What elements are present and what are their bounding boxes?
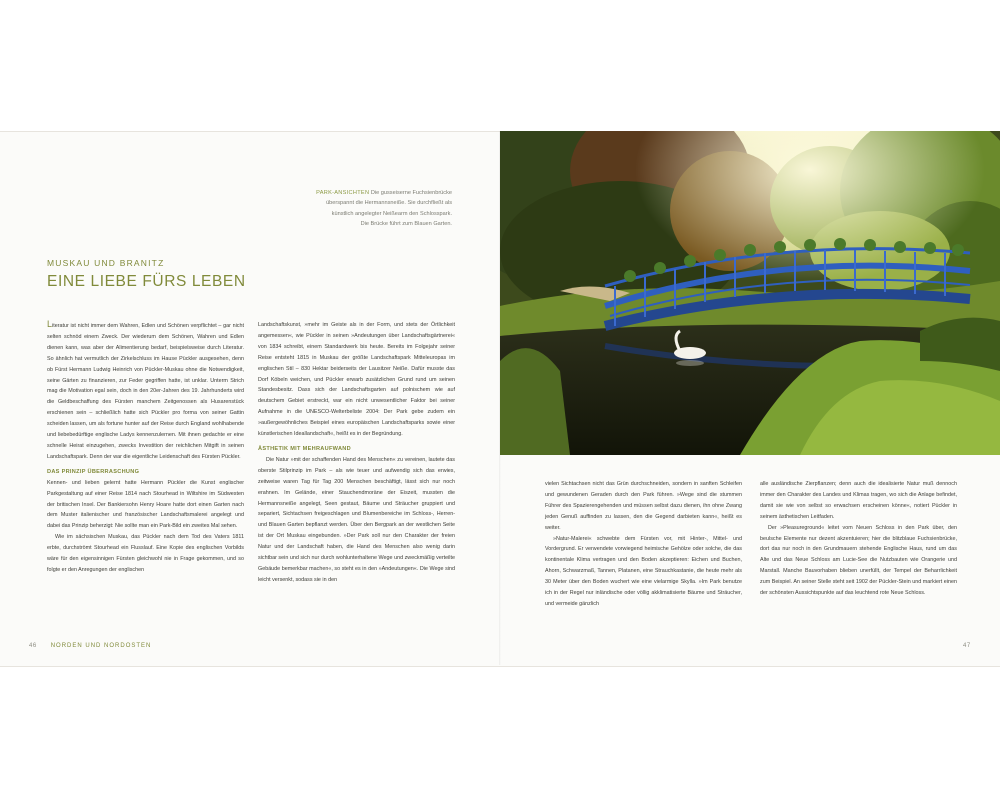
paragraph: »Natur-Malerei« schwebte dem Fürsten vor, mit Hinter-, Mittel- und Vordergrund. Er verwendete vorwiegend heimische Gehölze oder solche, die das kontinentale Klima vertragen und den Boden akzeptieren: Eichen und Buchen, Ahorn, Schwarzmaß, Tannen, Platanen, eine Strauchkastanie, die heute mehr als 30 Meter über den Boden wuchert wie eine vielarmige Skylla. »Im Park benutze ich in der Regel nur inländische oder völlig akklimatisierte Bäume und Sträucher, und vermeide gänzlich — [545, 535, 742, 607]
park-photo — [500, 131, 1000, 455]
page-number-right: 47 — [963, 643, 971, 649]
paragraph: Kennen- und lieben gelernt hatte Hermann Pückler die Kunst englischer Parkgestaltung auf einer Reise 1814 nach Stourhead in Wiltshire im Südwesten der britischen Insel. Der Bankiersohn Henry Hoare hatte dort einen Garten nach dem Muster italienischer und französischer Landschaftsmalerei angelegt und dabei das Prinzip beherzigt: Nie sollte man ein Park-Bild ein zweites Mal sehen. — [47, 479, 244, 530]
paragraph: Die Natur »mit der schaffenden Hand des Menschen« zu vereinen, lautete das oberste Stilprinzip im Park – als wie teuer und aufwendig sich das erwies, zeitweise waren Tag für Tag 200 Menschen beschäftigt, lässt sich nur noch erahnen. Im Gelände, einer Stauchendmoräne der Eiszeit, mussten die Hermannsneiße angelegt, Seen gestaut, Bäume und Sträucher gruppiert und separiert, Sichtachsen freigeschlagen und Blumenbereiche im Schloss-, Herren- und Blauen Garten bepflanzt werden. Über den Bergpark an der westlichen Seite ist der Ort Muskau eingebunden. »Der Park soll nur den Charakter der freien Natur und der Landschaft haben, die Hand des Menschen also wenig darin sichtbar sein und sich nur durch wohlunterhaltene Wege und zweckmäßig verteilte Gebäude bemerkbar machen«, so steht es in den »Andeutungen«. Die Wege sind leicht versenkt, sodass sie in den — [258, 456, 455, 583]
article-headline: EINE LIEBE FÜRS LEBEN — [47, 273, 246, 290]
text-column-2 — [258, 320, 455, 586]
paragraph: vielen Sichtachsen nicht das Grün durchschneiden, sondern in sanften Schleifen und gewundenen Geraden durch den Park führen. »Wege sind die stummen Führer des Spazierengehenden und müssen selbst dazu dienen, ihn ohne Zwang jeden Genuß auffinden zu lassen, den die Gegend darbieten kann«, heißt es weiter. — [545, 481, 742, 531]
caption-line: Die gusseiserne Fuchsienbrücke — [370, 190, 452, 196]
fuchsia-bridge-image — [500, 131, 1000, 455]
paragraph: alle ausländische Zierpflanzen; denn auch die idealisierte Natur muß dennoch immer den Charakter des Landes und Klimas tragen, wo sich die Anlage befindet, damit sie wie von selbst so erwachsen erscheinen könne«, notiert Pückler in seinem ästhetischen Leitfaden. — [760, 481, 957, 520]
paragraph: Landschaftskunst, »mehr im Geiste als in der Form, und stets der Örtlichkeit angemessen«, wie Pückler in seinen »Andeutungen über Landschaftsgärtnerei« von 1834 schreibt, einem Standardwerk bis heute. Bereits im Folgejahr seiner Reise entsteht 1815 in Muskau der größte Landschaftspark Mitteleuropas im englischen Stil – 830 Hektar beiderseits der Lausitzer Neiße. Dafür musste das Dorf Köbeln weichen, und Pückler erwarb zusätzlichen Grund rund um seinen Standesbesitz. Dass sich der Landschaftsgarten auf polnischem wie auf deutschem Gebiet erstreckt, war ein nicht unwesentlicher Faktor bei seiner Aufnahme in die UNESCO-Welterbeliste 2004: Der Park gebe zudem ein »außergewöhnliches Beispiel eines europäischen Landschaftsparks sowie einer künstlerischen Ideallandschaft«, heißt es in der Begründung. — [258, 322, 455, 438]
paragraph: Literatur ist nicht immer dem Wahren, Edlen und Schönen verpflichtet – gar nicht selten schnöd einem Zweck. Der wiederum dem Schönen, Wahren und Edlen dienen kann, was aber der Alimentierung bedarf, beispielsweise durch Literatur. So ähnlich hat vermutlich der Zirkelschluss im Hause Pückler ausgesehen, denn ob Fürst Hermann Ludwig Heinrich von Pückler-Muskau ohne die Notwendigkeit, seine Gärten zu finanzieren, zur Feder gegriffen hatte, ist unklar. Unterm Strich mag die Motivation egal sein, doch in den 20er-Jahren des 19. Jahrhunderts wird die Geldbeschaffung des Fürsten manchem Zeitgenossen als Husarenstück erschienen sein – schließlich hatte sich Pückler pro forma von seiner Gattin scheiden lassen, um als fortune hunter auf der Reise durch England wohlhabende und liebebedürftige englische Ladys kennenzulernen. Mit ihnen gedachte er eine schnelle Heirat einzugehen, zwecks Investition der reichlichen Mitgift in seinen Landschaftspark. Denn der war die eigentliche Leidenschaft des Fürsten Pückler. — [47, 319, 244, 460]
left-folio — [29, 643, 151, 649]
caption-line: überspannt die Hermannsneiße. Sie durchfließt als — [326, 200, 452, 207]
running-section: NORDEN UND NORDOSTEN — [50, 643, 152, 649]
drop-cap: L — [47, 319, 53, 329]
article-kicker: MUSKAU UND BRANITZ — [47, 258, 165, 268]
text-column-1 — [47, 320, 244, 576]
subheading: DAS PRINZIP ÜBERRASCHUNG — [47, 468, 140, 475]
caption-lead: PARK-ANSICHTEN — [316, 190, 370, 196]
text-column-4 — [760, 479, 957, 599]
subheading: ÄSTHETIK MIT MEHRAUFWAND — [258, 445, 351, 452]
photo-caption — [300, 188, 452, 230]
paragraph: Der »Pleasureground« leitet vom Neuen Schloss in den Park über, den beulsche Elemente nur dezent akzentuieren; hier die blitzblaue Fuchsienbrücke, dort das nur noch in den Grundmauern stehende Englische Haus, rund um das Alte und das Neue Schloss am Lucie-See die Nutzbauten wie Orangerie und Marstall. Manche Bauvorhaben blieben unerfüllt, der Tempel der Beharrlichkeit zum Beispiel. An seiner Stelle steht seit 1902 der Pückler-Stein und markiert einen der schönsten Aussichtspunkte auf das leuchtend rote Neue Schloss. — [760, 524, 957, 597]
caption-line: künstlich angelegter Neißearm den Schlosspark. — [331, 210, 452, 217]
text-column-3 — [545, 479, 742, 610]
caption-line: Die Brücke führt zum Blauen Garten. — [360, 221, 452, 228]
paragraph: Wie im sächsischen Muskau, das Pückler nach dem Tod des Vaters 1811 erbte, durchströmt Stourhead ein Flusslauf. Eine Kopie des englischen Vorbilds wäre für den eigensinnigen Fürsten gleichwohl nie in Frage gekommen, und so folgte er den Anregungen der englischen — [47, 534, 244, 573]
page-number-left: 46 — [29, 643, 37, 649]
